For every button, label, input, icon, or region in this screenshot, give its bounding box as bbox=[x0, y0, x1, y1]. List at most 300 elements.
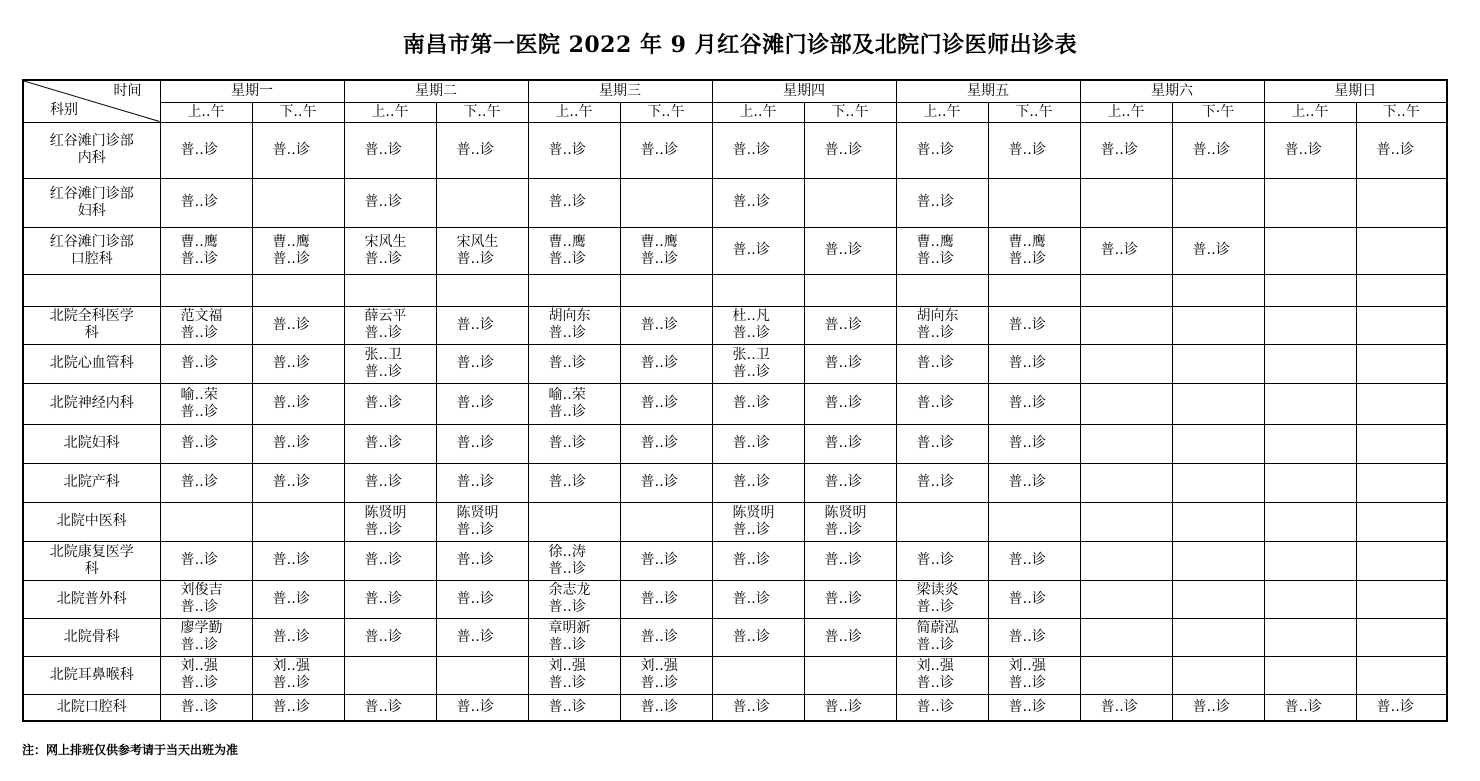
department-cell bbox=[23, 618, 160, 656]
schedule-cell bbox=[712, 502, 804, 541]
schedule-cell bbox=[344, 178, 436, 227]
schedule-cell bbox=[804, 227, 896, 274]
schedule-cell bbox=[160, 618, 252, 656]
clinic-type: 普‥诊 bbox=[824, 395, 862, 411]
clinic-type: 普‥诊 bbox=[548, 355, 586, 371]
schedule-cell bbox=[1080, 122, 1172, 178]
schedule-cell bbox=[1356, 694, 1447, 721]
schedule-cell bbox=[1172, 502, 1264, 541]
schedule-cell bbox=[436, 274, 528, 306]
clinic-type: 普‥诊 bbox=[1008, 435, 1046, 451]
schedule-cell bbox=[988, 694, 1080, 721]
schedule-cell bbox=[1172, 656, 1264, 694]
clinic-type: 普‥诊 bbox=[1284, 698, 1322, 715]
clinic-type: 普‥诊 bbox=[824, 316, 862, 333]
clinic-type: 普‥诊 bbox=[456, 435, 494, 451]
clinic-type: 普‥诊 bbox=[180, 194, 218, 210]
schedule-cell bbox=[896, 424, 988, 463]
department-label: 北院普外科 bbox=[56, 590, 127, 607]
clinic-type: 普‥诊 bbox=[640, 316, 678, 333]
table-row bbox=[23, 694, 1447, 721]
table-row bbox=[23, 227, 1447, 274]
schedule-cell bbox=[160, 383, 252, 424]
clinic-type: 普‥诊 bbox=[180, 435, 218, 451]
page-title: 南昌市第一医院 2022 年 9 月红谷滩门诊部及北院门诊医师出诊表 bbox=[402, 32, 1078, 58]
clinic-type: 普‥诊 bbox=[824, 355, 862, 371]
am-header: 上‥午 bbox=[344, 102, 436, 122]
table-row bbox=[23, 424, 1447, 463]
clinic-type: 普‥诊 bbox=[732, 242, 770, 258]
schedule-cell bbox=[1080, 694, 1172, 721]
clinic-type: 普‥诊 bbox=[548, 435, 586, 451]
schedule-cell bbox=[1356, 541, 1447, 580]
department-label: 北院中医科 bbox=[56, 513, 127, 529]
clinic-type: 普‥诊 bbox=[364, 474, 402, 490]
clinic-type: 普‥诊 bbox=[548, 325, 586, 341]
schedule-cell bbox=[804, 580, 896, 618]
clinic-type: 普‥诊 bbox=[916, 474, 954, 490]
clinic-type: 普‥诊 bbox=[272, 435, 310, 451]
schedule-cell bbox=[896, 122, 988, 178]
doctor-name: 刘‥强 bbox=[272, 658, 310, 674]
clinic-type: 普‥诊 bbox=[640, 590, 678, 607]
doctor-name: 余志龙 bbox=[548, 582, 591, 598]
clinic-type: 普‥诊 bbox=[548, 194, 586, 210]
clinic-type: 普‥诊 bbox=[364, 325, 402, 341]
clinic-type: 普‥诊 bbox=[824, 590, 862, 607]
schedule-cell bbox=[1264, 306, 1356, 344]
schedule-cell bbox=[344, 694, 436, 721]
clinic-type: 普‥诊 bbox=[548, 675, 586, 691]
clinic-type: 普‥诊 bbox=[364, 395, 402, 411]
clinic-type: 普‥诊 bbox=[824, 552, 862, 568]
clinic-type: 普‥诊 bbox=[916, 355, 954, 371]
schedule-cell bbox=[804, 694, 896, 721]
clinic-type: 普‥诊 bbox=[732, 194, 770, 210]
schedule-cell bbox=[712, 122, 804, 178]
table-row bbox=[23, 178, 1447, 227]
schedule-cell bbox=[528, 424, 620, 463]
clinic-type: 普‥诊 bbox=[824, 141, 862, 158]
schedule-cell bbox=[344, 383, 436, 424]
clinic-type: 普‥诊 bbox=[1008, 698, 1046, 715]
doctor-name: 宋风生 bbox=[456, 233, 499, 250]
clinic-type: 普‥诊 bbox=[180, 141, 218, 158]
department-cell bbox=[23, 656, 160, 694]
clinic-type: 普‥诊 bbox=[1284, 141, 1322, 158]
schedule-cell bbox=[160, 122, 252, 178]
department-label: 科 bbox=[84, 560, 99, 577]
schedule-cell bbox=[1080, 618, 1172, 656]
doctor-name: 曹‥鹰 bbox=[916, 233, 954, 250]
department-label: 北院全科医学 bbox=[49, 308, 134, 324]
clinic-type: 普‥诊 bbox=[180, 599, 218, 615]
doctor-name: 喻‥荣 bbox=[548, 386, 586, 403]
doctor-name: 陈贤明 bbox=[456, 504, 499, 521]
clinic-type: 普‥诊 bbox=[364, 250, 402, 267]
clinic-type: 普‥诊 bbox=[364, 141, 402, 158]
schedule-cell bbox=[804, 463, 896, 502]
clinic-type: 普‥诊 bbox=[640, 675, 678, 691]
department-label: 妇科 bbox=[77, 202, 106, 219]
schedule-cell bbox=[620, 306, 712, 344]
doctor-name: 梁读炎 bbox=[916, 582, 959, 598]
clinic-type: 普‥诊 bbox=[1376, 141, 1414, 158]
day-header: 星期一 bbox=[160, 80, 344, 102]
clinic-type: 普‥诊 bbox=[1008, 395, 1046, 411]
clinic-type: 普‥诊 bbox=[180, 675, 218, 691]
department-label: 红谷滩门诊部 bbox=[49, 133, 134, 149]
department-label: 红谷滩门诊部 bbox=[49, 185, 134, 202]
department-cell bbox=[23, 694, 160, 721]
schedule-cell bbox=[1264, 618, 1356, 656]
schedule-cell bbox=[1080, 502, 1172, 541]
day-header-row bbox=[23, 80, 1447, 102]
am-header: 上‥午 bbox=[1080, 102, 1172, 122]
schedule-cell bbox=[344, 122, 436, 178]
schedule-cell bbox=[988, 122, 1080, 178]
schedule-cell bbox=[436, 424, 528, 463]
schedule-cell bbox=[1172, 344, 1264, 383]
clinic-type: 普‥诊 bbox=[640, 395, 678, 411]
am-header: 上‥午 bbox=[712, 102, 804, 122]
schedule-cell bbox=[1080, 463, 1172, 502]
doctor-name: 曹‥鹰 bbox=[548, 233, 586, 250]
day-header: 星期二 bbox=[344, 80, 528, 102]
schedule-cell bbox=[1356, 463, 1447, 502]
schedule-cell bbox=[1356, 122, 1447, 178]
schedule-cell bbox=[528, 580, 620, 618]
clinic-type: 普‥诊 bbox=[456, 552, 494, 568]
schedule-cell bbox=[712, 344, 804, 383]
schedule-cell bbox=[252, 122, 344, 178]
clinic-type: 普‥诊 bbox=[640, 141, 678, 158]
schedule-cell bbox=[1356, 383, 1447, 424]
clinic-type: 普‥诊 bbox=[916, 395, 954, 411]
schedule-cell bbox=[1264, 178, 1356, 227]
pm-header: 下‥午 bbox=[1356, 102, 1447, 122]
schedule-cell bbox=[1356, 580, 1447, 618]
schedule-cell bbox=[1172, 463, 1264, 502]
schedule-cell bbox=[804, 344, 896, 383]
schedule-cell bbox=[160, 227, 252, 274]
clinic-type: 普‥诊 bbox=[272, 250, 310, 267]
schedule-cell bbox=[988, 580, 1080, 618]
clinic-type: 普‥诊 bbox=[916, 435, 954, 451]
clinic-type: 普‥诊 bbox=[732, 395, 770, 411]
schedule-cell bbox=[712, 656, 804, 694]
schedule-cell bbox=[1264, 541, 1356, 580]
table-row bbox=[23, 306, 1447, 344]
schedule-cell bbox=[804, 424, 896, 463]
clinic-type: 普‥诊 bbox=[916, 194, 954, 210]
schedule-cell bbox=[344, 502, 436, 541]
schedule-cell bbox=[1264, 383, 1356, 424]
schedule-cell bbox=[1080, 580, 1172, 618]
clinic-type: 普‥诊 bbox=[824, 698, 862, 715]
clinic-type: 普‥诊 bbox=[548, 560, 586, 577]
clinic-type: 普‥诊 bbox=[364, 552, 402, 568]
clinic-type: 普‥诊 bbox=[640, 435, 678, 451]
clinic-type: 普‥诊 bbox=[272, 590, 310, 607]
table-row bbox=[23, 656, 1447, 694]
clinic-type: 普‥诊 bbox=[364, 521, 402, 538]
schedule-cell bbox=[620, 618, 712, 656]
schedule-cell bbox=[1264, 656, 1356, 694]
department-cell bbox=[23, 274, 160, 306]
schedule-cell bbox=[620, 580, 712, 618]
schedule-cell bbox=[1172, 694, 1264, 721]
schedule-cell bbox=[160, 344, 252, 383]
schedule-cell bbox=[1264, 274, 1356, 306]
schedule-cell bbox=[436, 344, 528, 383]
schedule-cell bbox=[436, 580, 528, 618]
clinic-type: 普‥诊 bbox=[364, 698, 402, 715]
schedule-cell bbox=[620, 344, 712, 383]
clinic-type: 普‥诊 bbox=[180, 250, 218, 267]
am-header: 上‥午 bbox=[896, 102, 988, 122]
schedule-cell bbox=[896, 656, 988, 694]
clinic-type: 普‥诊 bbox=[1008, 474, 1046, 490]
clinic-type: 普‥诊 bbox=[456, 316, 494, 333]
schedule-cell bbox=[436, 618, 528, 656]
table-row bbox=[23, 618, 1447, 656]
schedule-cell bbox=[252, 178, 344, 227]
clinic-type: 普‥诊 bbox=[180, 552, 218, 568]
schedule-cell bbox=[896, 306, 988, 344]
pm-header: 下‥午 bbox=[252, 102, 344, 122]
schedule-cell bbox=[528, 502, 620, 541]
schedule-cell bbox=[528, 306, 620, 344]
department-cell bbox=[23, 580, 160, 618]
department-label: 北院康复医学 bbox=[49, 543, 134, 560]
department-label: 红谷滩门诊部 bbox=[49, 233, 134, 250]
clinic-type: 普‥诊 bbox=[1192, 141, 1230, 158]
schedule-cell bbox=[344, 541, 436, 580]
clinic-type: 普‥诊 bbox=[272, 474, 310, 490]
day-header: 星期日 bbox=[1264, 80, 1447, 102]
schedule-cell bbox=[1172, 274, 1264, 306]
schedule-cell bbox=[620, 502, 712, 541]
doctor-name: 喻‥荣 bbox=[180, 386, 218, 403]
clinic-type: 普‥诊 bbox=[272, 628, 310, 645]
clinic-type: 普‥诊 bbox=[732, 363, 770, 380]
am-header: 上‥午 bbox=[528, 102, 620, 122]
schedule-cell bbox=[1080, 344, 1172, 383]
schedule-cell bbox=[896, 344, 988, 383]
schedule-cell bbox=[896, 178, 988, 227]
schedule-cell bbox=[160, 502, 252, 541]
schedule-cell bbox=[1172, 383, 1264, 424]
schedule-cell bbox=[252, 694, 344, 721]
clinic-type: 普‥诊 bbox=[824, 435, 862, 451]
clinic-type: 普‥诊 bbox=[916, 250, 954, 267]
schedule-cell bbox=[1172, 424, 1264, 463]
clinic-type: 普‥诊 bbox=[272, 355, 310, 371]
department-label: 北院耳鼻喉科 bbox=[49, 666, 134, 683]
schedule-cell bbox=[160, 694, 252, 721]
doctor-name: 杜‥凡 bbox=[732, 308, 770, 324]
schedule-cell bbox=[252, 502, 344, 541]
schedule-cell bbox=[160, 306, 252, 344]
clinic-type: 普‥诊 bbox=[732, 325, 770, 341]
clinic-type: 普‥诊 bbox=[1100, 242, 1138, 258]
schedule-cell bbox=[344, 580, 436, 618]
table-row bbox=[23, 274, 1447, 306]
department-label: 口腔科 bbox=[70, 250, 113, 267]
schedule-cell bbox=[1172, 306, 1264, 344]
schedule-cell bbox=[712, 463, 804, 502]
schedule-cell bbox=[252, 306, 344, 344]
schedule-cell bbox=[804, 656, 896, 694]
clinic-type: 普‥诊 bbox=[456, 521, 494, 538]
schedule-cell bbox=[252, 580, 344, 618]
clinic-type: 普‥诊 bbox=[364, 628, 402, 645]
clinic-type: 普‥诊 bbox=[548, 141, 586, 158]
doctor-name: 章明新 bbox=[548, 620, 591, 636]
schedule-cell bbox=[620, 383, 712, 424]
schedule-cell bbox=[896, 694, 988, 721]
doctor-name: 曹‥鹰 bbox=[272, 233, 310, 250]
schedule-cell bbox=[712, 694, 804, 721]
schedule-cell bbox=[620, 463, 712, 502]
department-label: 科 bbox=[84, 325, 99, 341]
schedule-cell bbox=[620, 227, 712, 274]
clinic-type: 普‥诊 bbox=[1008, 355, 1046, 371]
schedule-cell bbox=[804, 178, 896, 227]
schedule-cell bbox=[620, 424, 712, 463]
doctor-name: 简蔚泓 bbox=[916, 620, 959, 636]
schedule-cell bbox=[896, 463, 988, 502]
schedule-cell bbox=[344, 656, 436, 694]
corner-dept-label: 科别 bbox=[50, 101, 78, 118]
schedule-cell bbox=[1080, 383, 1172, 424]
schedule-cell bbox=[344, 618, 436, 656]
department-label: 北院心血管科 bbox=[49, 355, 134, 371]
schedule-cell bbox=[620, 122, 712, 178]
schedule-cell bbox=[1080, 541, 1172, 580]
pm-header: 下‥午 bbox=[804, 102, 896, 122]
clinic-type: 普‥诊 bbox=[364, 435, 402, 451]
table-row bbox=[23, 463, 1447, 502]
clinic-type: 普‥诊 bbox=[548, 698, 586, 715]
clinic-type: 普‥诊 bbox=[180, 637, 218, 653]
schedule-cell bbox=[344, 344, 436, 383]
schedule-cell bbox=[344, 227, 436, 274]
schedule-cell bbox=[252, 344, 344, 383]
clinic-type: 普‥诊 bbox=[640, 355, 678, 371]
table-row bbox=[23, 383, 1447, 424]
clinic-type: 普‥诊 bbox=[272, 698, 310, 715]
schedule-cell bbox=[528, 541, 620, 580]
doctor-name: 薛云平 bbox=[364, 308, 407, 324]
schedule-cell bbox=[712, 541, 804, 580]
schedule-cell bbox=[804, 274, 896, 306]
department-label: 北院产科 bbox=[63, 474, 120, 490]
clinic-type: 普‥诊 bbox=[732, 628, 770, 645]
corner-time-label: 时间 bbox=[113, 83, 142, 99]
clinic-type: 普‥诊 bbox=[640, 474, 678, 490]
table-row bbox=[23, 502, 1447, 541]
schedule-cell bbox=[712, 383, 804, 424]
clinic-type: 普‥诊 bbox=[1008, 250, 1046, 267]
schedule-cell bbox=[988, 424, 1080, 463]
clinic-type: 普‥诊 bbox=[1008, 590, 1046, 607]
schedule-cell bbox=[436, 502, 528, 541]
schedule-cell bbox=[712, 274, 804, 306]
schedule-cell bbox=[436, 122, 528, 178]
department-cell bbox=[23, 344, 160, 383]
department-cell bbox=[23, 502, 160, 541]
schedule-cell bbox=[528, 274, 620, 306]
schedule-cell bbox=[712, 178, 804, 227]
doctor-name: 刘俊吉 bbox=[180, 582, 223, 598]
clinic-type: 普‥诊 bbox=[732, 698, 770, 715]
doctor-name: 廖学勤 bbox=[180, 620, 223, 636]
clinic-type: 普‥诊 bbox=[456, 250, 494, 267]
department-label: 北院妇科 bbox=[63, 435, 120, 451]
clinic-type: 普‥诊 bbox=[732, 474, 770, 490]
schedule-cell bbox=[1080, 227, 1172, 274]
clinic-type: 普‥诊 bbox=[456, 355, 494, 371]
schedule-cell bbox=[1172, 618, 1264, 656]
schedule-cell bbox=[620, 656, 712, 694]
schedule-cell bbox=[528, 463, 620, 502]
clinic-type: 普‥诊 bbox=[180, 698, 218, 715]
schedule-cell bbox=[252, 618, 344, 656]
schedule-cell bbox=[896, 274, 988, 306]
department-label: 内科 bbox=[77, 150, 106, 166]
clinic-type: 普‥诊 bbox=[824, 628, 862, 645]
clinic-type: 普‥诊 bbox=[364, 363, 402, 380]
clinic-type: 普‥诊 bbox=[1008, 552, 1046, 568]
schedule-cell bbox=[436, 463, 528, 502]
schedule-cell bbox=[528, 656, 620, 694]
schedule-cell bbox=[988, 344, 1080, 383]
schedule-cell bbox=[1264, 122, 1356, 178]
clinic-type: 普‥诊 bbox=[824, 242, 862, 258]
clinic-type: 普‥诊 bbox=[916, 698, 954, 715]
schedule-cell bbox=[712, 580, 804, 618]
schedule-cell bbox=[1080, 424, 1172, 463]
department-cell bbox=[23, 463, 160, 502]
doctor-name: 刘‥强 bbox=[180, 658, 218, 674]
clinic-type: 普‥诊 bbox=[1008, 675, 1046, 691]
schedule-cell bbox=[988, 383, 1080, 424]
clinic-type: 普‥诊 bbox=[640, 698, 678, 715]
schedule-cell bbox=[160, 178, 252, 227]
footnote: 注：网上排班仅供参考请于当天出班为准 bbox=[22, 743, 239, 757]
clinic-type: 普‥诊 bbox=[272, 552, 310, 568]
department-cell bbox=[23, 541, 160, 580]
schedule-cell bbox=[160, 580, 252, 618]
table-row bbox=[23, 541, 1447, 580]
clinic-type: 普‥诊 bbox=[916, 599, 954, 615]
schedule-cell bbox=[1356, 424, 1447, 463]
department-cell bbox=[23, 424, 160, 463]
schedule-cell bbox=[712, 227, 804, 274]
schedule-cell bbox=[804, 618, 896, 656]
am-header: 上‥午 bbox=[160, 102, 252, 122]
clinic-type: 普‥诊 bbox=[916, 637, 954, 653]
schedule-cell bbox=[1356, 227, 1447, 274]
schedule-cell bbox=[620, 274, 712, 306]
schedule-cell bbox=[436, 383, 528, 424]
clinic-type: 普‥诊 bbox=[732, 521, 770, 538]
clinic-type: 普‥诊 bbox=[272, 316, 310, 333]
clinic-type: 普‥诊 bbox=[1192, 698, 1230, 715]
clinic-type: 普‥诊 bbox=[180, 355, 218, 371]
